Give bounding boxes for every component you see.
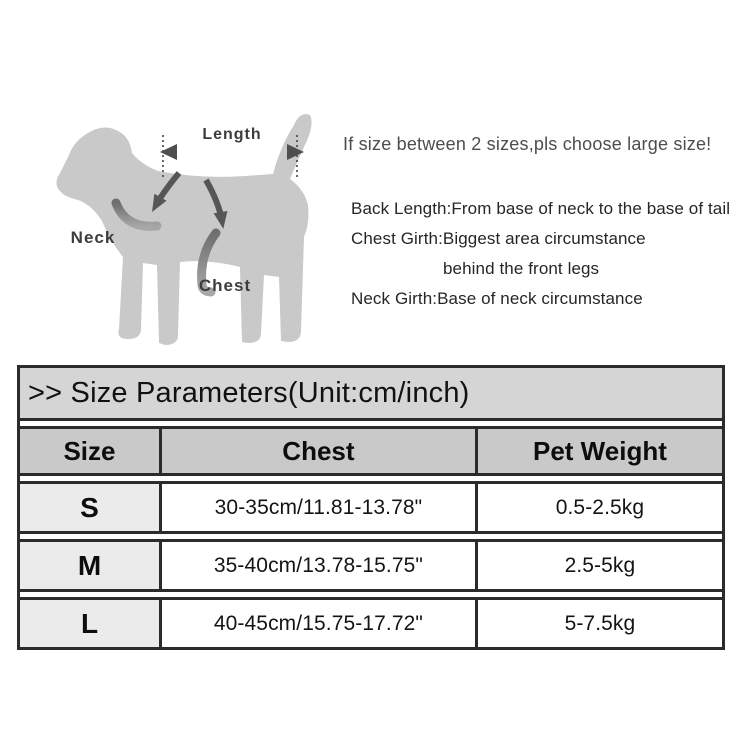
table-row-l [20,597,722,647]
measuring-instructions [351,194,743,314]
column-header-size: Size [63,435,116,466]
chest-girth-note-continued: behind the front legs [443,259,600,278]
table-row-m [20,539,722,592]
size-value: S [20,484,159,531]
back-length-note: Back Length:From base of neck to the base of tail [351,199,731,218]
neck-label: Neck [70,228,116,247]
neck-girth-note: Neck Girth:Base of neck circumstance [351,289,643,308]
pet-weight-value: 2.5-5kg [475,542,722,589]
chest-value: 35-40cm/13.78-15.75" [159,542,475,589]
table-header-row [20,426,722,476]
chest-value: 30-35cm/11.81-13.78" [159,484,475,531]
chest-girth-note: Chest Girth:Biggest area circumstance [351,229,646,248]
table-title: >> Size Parameters(Unit:cm/inch) [28,376,470,409]
chest-value: 40-45cm/15.75-17.72" [159,600,475,647]
pet-weight-value: 0.5-2.5kg [475,484,722,531]
length-label: Length [202,126,262,143]
table-title-row [20,368,722,421]
size-value: L [20,600,159,647]
table-row-s [20,481,722,534]
size-value: M [20,542,159,589]
pet-weight-value: 5-7.5kg [475,600,722,647]
size-parameters-table [17,365,725,650]
chest-label: Chest [198,276,252,295]
column-header-pet-weight: Pet Weight [475,429,722,473]
column-header-chest: Chest [159,429,475,473]
dog-measurement-diagram [40,105,360,355]
size-tip-text: If size between 2 sizes,pls choose large size! [343,134,712,154]
